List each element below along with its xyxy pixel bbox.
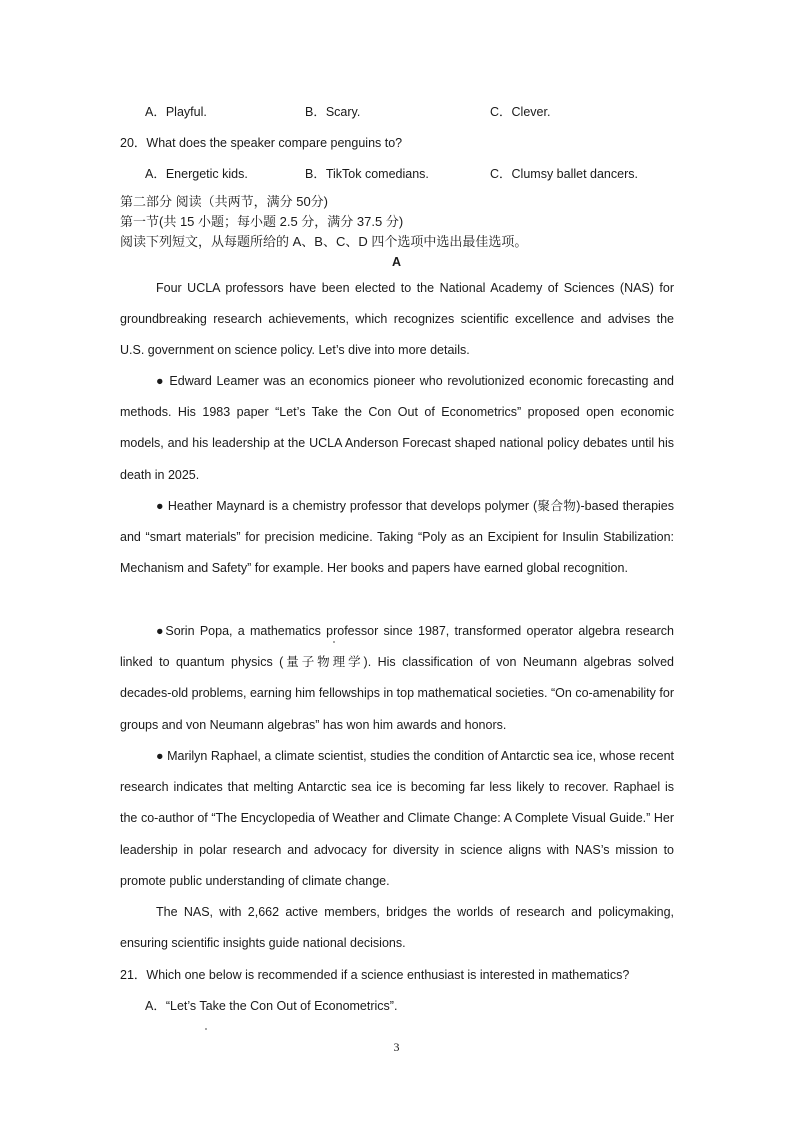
page-number: 3 [393, 1040, 400, 1054]
q21-stem: 21．Which one below is recommended if a science enthusiast is interested in mathematics? [120, 968, 630, 982]
scan-speck [205, 1028, 207, 1030]
passage-paragraph-raphael: ● Marilyn Raphael, a climate scientist, studies the condition of Antarctic sea ice, whose recent research indicates that melting Antarctic sea ice is becoming far less likely to recover. Raphael is the co-author of “The Encyclopedia of Weather and Climate Change: A Complete Visual Guide.” Her leadership in polar research and advocacy for diversity in science aligns with NAS’s mission to promote public understanding of climate change. [120, 749, 674, 888]
q20-option-c: C．Clumsy ballet dancers. [490, 167, 638, 181]
passage-paragraph-intro: Four UCLA professors have been elected to the National Academy of Sciences (NAS) for groundbreaking research achievements, which recognizes scientific excellence and advises the U.S. government on science policy. Let’s dive into more details. [120, 281, 674, 358]
passage-paragraph-popa: ●Sorin Popa, a mathematics professor since 1987, transformed operator algebra research linked to quantum physics (量子物理学). His classification of von Neumann algebras solved decades-old problems, earning him fellowships in top mathematical societies. “On co-amenability for groups and von Neumann algebras” has won him awards and honors. [120, 624, 674, 732]
q19-option-b: B．Scary. [305, 105, 361, 119]
q20-option-b: B．TikTok comedians. [305, 167, 429, 181]
instruction-text: 阅读下列短文，从每题所给的 A、B、C、D 四个选项中选出最佳选项。 [120, 234, 528, 249]
scan-speck [333, 641, 335, 643]
q20-option-a: A．Energetic kids. [145, 167, 248, 181]
q20-stem: 20．What does the speaker compare penguins to? [120, 136, 403, 150]
passage-paragraph-maynard: ● Heather Maynard is a chemistry professor that develops polymer (聚合物)-based therapies and “smart materials” for precision medicine. Taking “Poly as an Excipient for Insulin Stabilization: Mechanism and Safety” for example. Her books and papers have earned global recognition. [120, 499, 674, 576]
part-heading: 第二部分 阅读（共两节，满分 50分) [120, 194, 329, 209]
passage-paragraph-leamer: ● Edward Leamer was an economics pioneer who revolutionized economic forecasting and methods. His 1983 paper “Let’s Take the Con Out of Econometrics” proposed open economic models, and his leadership at the UCLA Anderson Forecast shaped national policy debates until his death in 2025. [120, 374, 674, 482]
passage-label: A [391, 255, 402, 269]
passage-paragraph-nas: The NAS, with 2,662 active members, bridges the worlds of research and policymaking, ensuring scientific insights guide national decisions. [120, 905, 674, 951]
q21-option-a: A．“Let’s Take the Con Out of Econometrics”. [145, 999, 398, 1013]
q19-option-a: A．Playful. [145, 105, 207, 119]
section-heading: 第一节(共 15 小题；每小题 2.5 分，满分 37.5 分) [120, 214, 404, 229]
q19-option-c: C．Clever. [490, 105, 551, 119]
